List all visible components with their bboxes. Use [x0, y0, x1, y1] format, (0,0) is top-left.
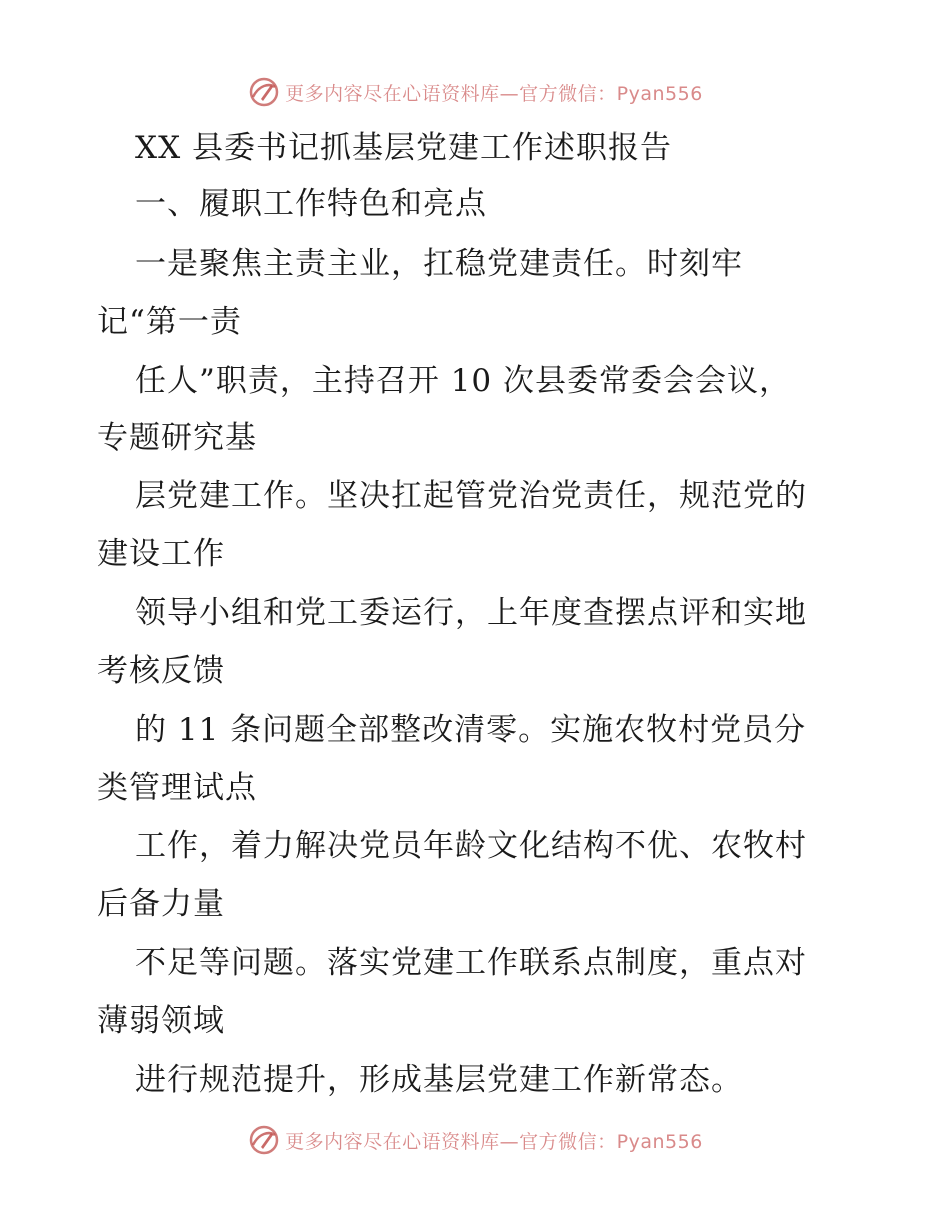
- paragraph-line: 一是聚焦主责主业，扛稳党建责任。时刻牢: [135, 246, 743, 282]
- pen-swirl-logo-icon: [247, 75, 281, 109]
- paragraph-line: 专题研究基: [97, 420, 257, 456]
- pen-swirl-logo-icon: [247, 1123, 281, 1157]
- paragraph-line: 任人”职责，主持召开 10 次县委常委会会议，: [135, 363, 792, 399]
- watermark-footer: [0, 1120, 950, 1160]
- paragraph-line: 层党建工作。坚决扛起管党治党责任，规范党的: [135, 478, 807, 514]
- paragraph-line: 类管理试点: [97, 770, 257, 806]
- section-heading: 一、履职工作特色和亮点: [135, 186, 487, 222]
- paragraph-line: 工作，着力解决党员年龄文化结构不优、农牧村: [135, 828, 807, 864]
- paragraph-line: 建设工作: [97, 536, 225, 572]
- paragraph-line: 的 11 条问题全部整改清零。实施农牧村党员分: [135, 712, 807, 748]
- paragraph-line: 记“第一责: [97, 304, 242, 340]
- watermark-text: 更多内容尽在心语资料库—官方微信：Pyan556: [285, 82, 703, 105]
- watermark-text: 更多内容尽在心语资料库—官方微信：Pyan556: [285, 1130, 703, 1153]
- paragraph-line: 不足等问题。落实党建工作联系点制度，重点对: [135, 945, 807, 981]
- paragraph-line: 考核反馈: [97, 653, 225, 689]
- paragraph-line: 进行规范提升，形成基层党建工作新常态。: [135, 1062, 743, 1098]
- document-title: XX 县委书记抓基层党建工作述职报告: [135, 130, 672, 166]
- watermark-header: [0, 72, 950, 112]
- paragraph-line: 薄弱领域: [97, 1003, 225, 1039]
- paragraph-line: 领导小组和党工委运行，上年度查摆点评和实地: [135, 595, 807, 631]
- paragraph-line: 后备力量: [97, 886, 225, 922]
